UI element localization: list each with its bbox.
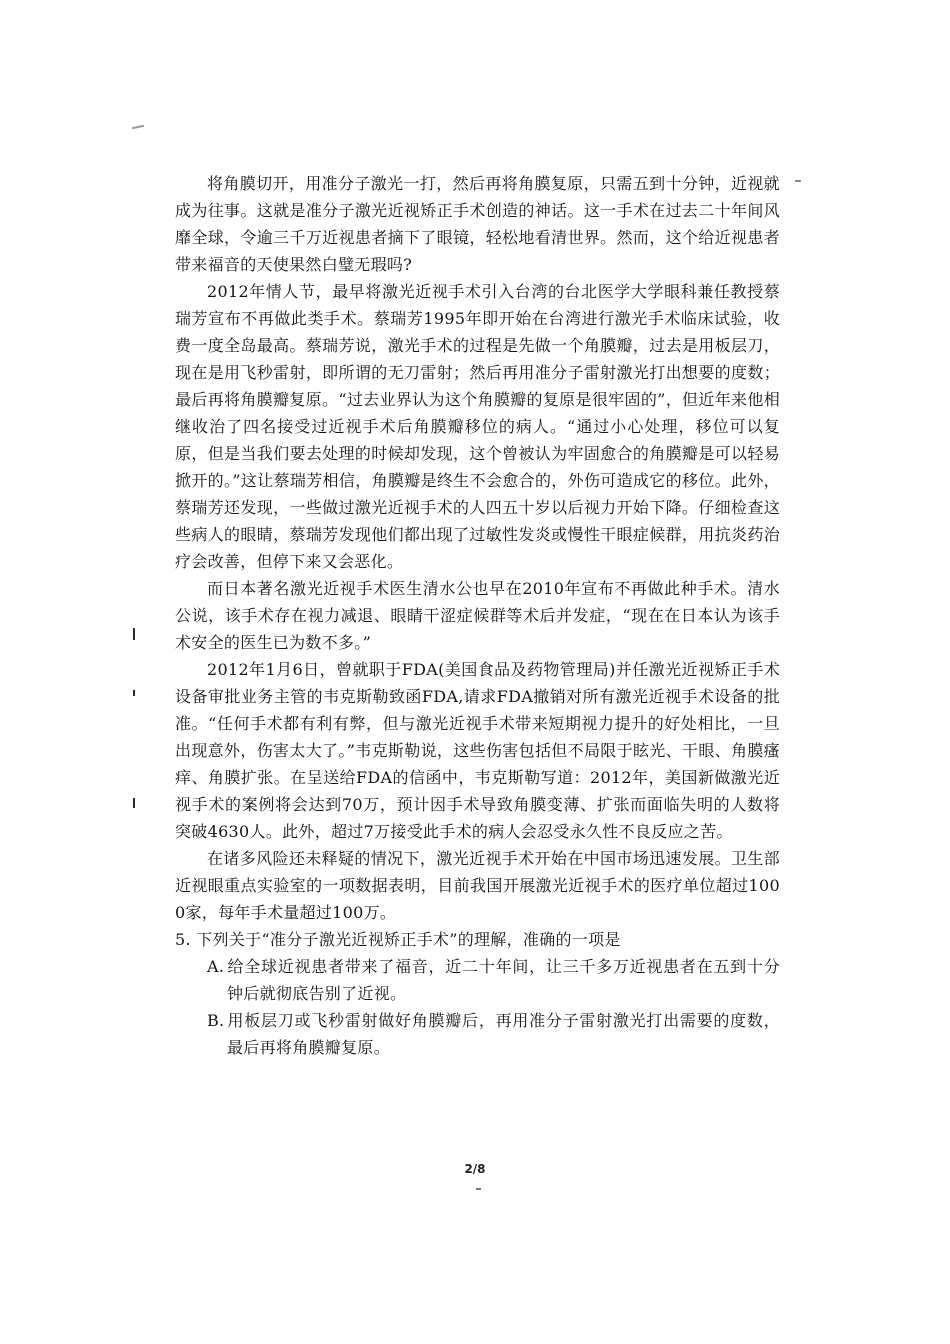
scan-mark [795, 180, 801, 182]
option-letter: B. [207, 1011, 225, 1030]
scan-mark [133, 628, 135, 640]
option-letter: A. [207, 957, 225, 976]
question-stem: 5. 下列关于“准分子激光近视矫正手术”的理解，准确的一项是 [175, 930, 621, 949]
paragraph: 2012年1月6日，曾就职于FDA(美国食品及药物管理局)并任激光近视矫正手术设备审批业务主管的韦克斯勒致函FDA,请求FDA撤销对所有激光近视手术设备的批准。“任何手术都有利有弊，但与激光近视手术带来短期视力提升的好处相比，一旦出现意外，伤害太大了。”韦克斯勒说，这些伤害包括但不局限于眩光、干眼、角膜瘙痒、角膜扩张。在呈送给FDA的信函中，韦克斯勒写道：2012年，美国新做激光近视手术的案例将会达到70万，预计因手术导致角膜变薄、扩张而面临失明的人数将突破4630人。此外，超过7万接受此手术的病人会忍受永久性不良反应之苦。 [175, 660, 780, 841]
page-number: 2/8 [464, 1162, 486, 1176]
answer-option [207, 1007, 780, 1061]
scan-mark [133, 690, 135, 696]
scan-mark [476, 1188, 481, 1190]
scan-mark [133, 798, 135, 808]
option-text: 给全球近视患者带来了福音，近二十年间，让三千多万近视患者在五到十分钟后就彻底告别了近视。 [227, 957, 780, 1003]
paragraph: 2012年情人节，最早将激光近视手术引入台湾的台北医学大学眼科兼任教授蔡瑞芳宣布不再做此类手术。蔡瑞芳1995年即开始在台湾进行激光手术临床试验，收费一度全岛最高。蔡瑞芳说，激光手术的过程是先做一个角膜瓣，过去是用板层刀，现在是用飞秒雷射，即所谓的无刀雷射；然后再用准分子雷射激光打出想要的度数；最后再将角膜瓣复原。“过去业界认为这个角膜瓣的复原是很牢固的”，但近年来他相继收治了四名接受过近视手术后角膜瓣移位的病人。“通过小心处理，移位可以复原，但是当我们要去处理的时候却发现，这个曾被认为牢固愈合的角膜瓣是可以轻易掀开的。”这让蔡瑞芳相信，角膜瓣是终生不会愈合的，外伤可造成它的移位。此外，蔡瑞芳还发现，一些做过激光近视手术的人四五十岁以后视力开始下降。仔细检查这些病人的眼睛，蔡瑞芳发现他们都出现了过敏性发炎或慢性干眼症候群，用抗炎药治疗会改善，但停下来又会恶化。 [175, 282, 780, 571]
reading-passage [175, 170, 780, 1061]
question-block [175, 926, 780, 1061]
scan-mark [132, 125, 144, 129]
paragraph: 在诸多风险还未释疑的情况下，激光近视手术开始在中国市场迅速发展。卫生部近视眼重点实验室的一项数据表明，目前我国开展激光近视手术的医疗单位超过1000家，每年手术量超过100万。 [175, 849, 780, 922]
option-text: 用板层刀或飞秒雷射做好角膜瓣后，再用准分子雷射激光打出需要的度数，最后再将角膜瓣复原。 [227, 1011, 780, 1057]
paragraph: 将角膜切开，用准分子激光一打，然后再将角膜复原，只需五到十分钟，近视就成为往事。这就是准分子激光近视矫正手术创造的神话。这一手术在过去二十年间风靡全球，令逾三千万近视患者摘下了眼镜，轻松地看清世界。然而，这个给近视患者带来福音的天使果然白璧无瑕吗? [175, 174, 780, 274]
answer-option [207, 953, 780, 1007]
paragraph: 而日本著名激光近视手术医生清水公也早在2010年宣布不再做此种手术。清水公说，该手术存在视力减退、眼睛干涩症候群等术后并发症，“现在在日本认为该手术安全的医生已为数不多。” [175, 579, 780, 652]
